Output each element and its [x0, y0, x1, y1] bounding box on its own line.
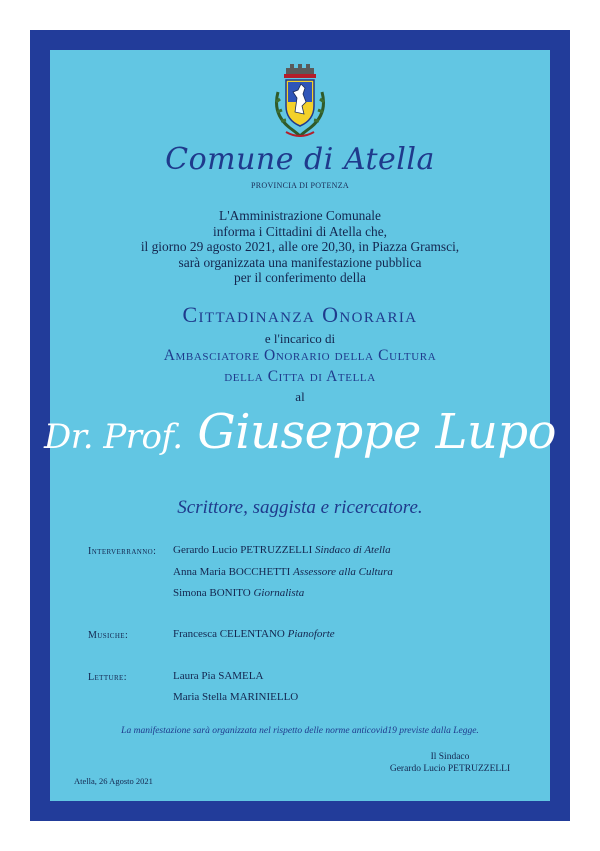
intro-line: sarà organizzata una manifestazione pubblica	[178, 254, 422, 270]
honoree-prefix: Dr. Prof.	[43, 417, 183, 457]
speaker-role: Giornalista	[253, 587, 305, 599]
music-label: Musiche:	[88, 630, 129, 641]
coat-of-arms-icon	[268, 62, 332, 142]
al-text: al	[295, 389, 305, 404]
speaker-role: Sindaco di Atella	[315, 544, 391, 556]
honor-title: Cittadinanza Onoraria	[182, 302, 418, 327]
signature-block	[380, 751, 520, 775]
speaker-row	[173, 544, 391, 556]
interventions-label: Interverranno:	[88, 546, 157, 557]
covid-notice: La manifestazione sarà organizzata nel rispetto delle norme anticovid19 previste dalla Legge.	[121, 726, 479, 736]
honoree-full-name: Giuseppe Lupo	[197, 404, 557, 460]
date-text: Atella, 26 Agosto 2021	[74, 776, 153, 786]
ambassador-line-1: Ambasciatore Onorario della Cultura	[163, 347, 437, 364]
reader-name: Maria Stella MARINIELLO	[173, 691, 299, 703]
honoree-description: Scrittore, saggista e ricercatore.	[177, 497, 423, 518]
reader-name: Laura Pia SAMELA	[173, 670, 264, 682]
comune-title: Comune di Atella	[165, 142, 435, 177]
speaker-role: Assessore alla Cultura	[293, 566, 393, 578]
speaker-name: Anna Maria BOCCHETTI	[173, 566, 291, 578]
speaker-name: Simona BONITO	[173, 587, 251, 599]
intro-line: il giorno 29 agosto 2021, alle ore 20,30, in Piazza Gramsci,	[140, 239, 460, 254]
musician-role: Pianoforte	[287, 628, 335, 640]
ambassador-line-2: della Citta di Atella	[224, 368, 376, 385]
musician-name: Francesca CELENTANO	[173, 628, 285, 640]
speaker-name: Gerardo Lucio PETRUZZELLI	[173, 544, 313, 556]
intro-line: per il conferimento della	[234, 270, 366, 285]
intro-text	[0, 208, 600, 286]
signature-title: Il Sindaco	[430, 752, 470, 762]
connector-text: e l'incarico di	[264, 331, 336, 346]
speaker-row	[173, 566, 393, 578]
music-row	[173, 628, 335, 640]
intro-line: informa i Cittadini di Atella che,	[212, 223, 388, 239]
speaker-row	[173, 587, 304, 599]
readings-label: Letture:	[88, 672, 127, 683]
provincia-subtitle: PROVINCIA DI POTENZA	[251, 181, 349, 190]
intro-line: L'Amministrazione Comunale	[219, 208, 381, 223]
honoree-name	[0, 404, 600, 460]
signature-name: Gerardo Lucio PETRUZZELLI	[389, 764, 511, 774]
